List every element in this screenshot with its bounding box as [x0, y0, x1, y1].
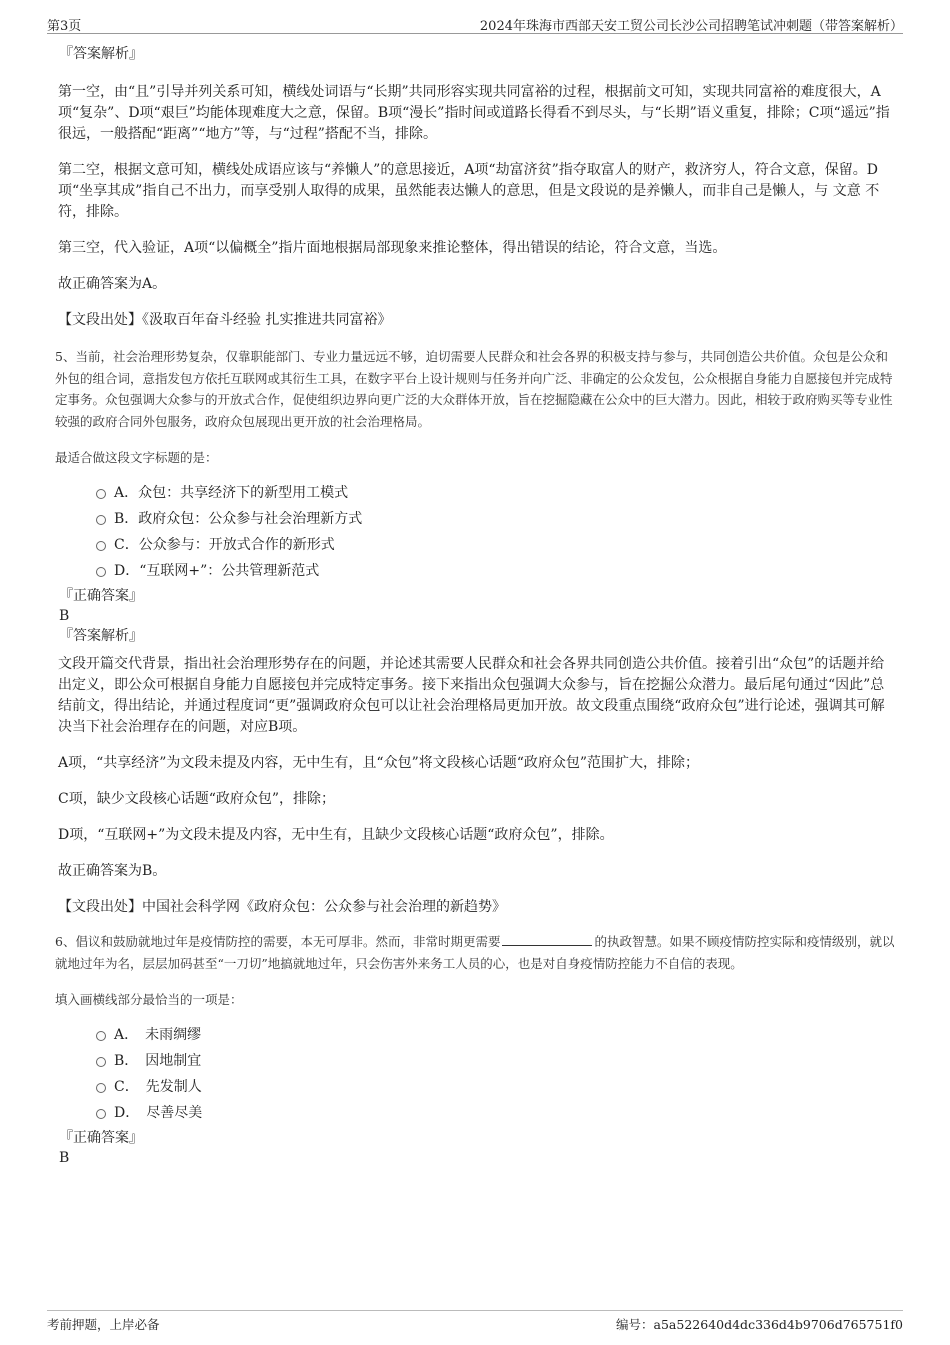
q4-source: 【文段出处】《汲取百年奋斗经验 扎实推进共同富裕》 [58, 312, 392, 328]
q6-option-c[interactable]: C． 先发制人 [55, 1076, 895, 1102]
analysis-label: 『答案解析』 [59, 628, 143, 644]
radio-icon[interactable] [96, 1109, 106, 1119]
radio-icon[interactable] [96, 1083, 106, 1093]
q5-analysis-p3: C项，缺少文段核心话题“政府众包”，排除； [58, 791, 336, 807]
q6-option-b[interactable]: B． 因地制宜 [55, 1050, 895, 1076]
q6-option-d[interactable]: D． 尽善尽美 [55, 1102, 895, 1128]
q6-options [55, 1024, 895, 1128]
page-footer [47, 1310, 903, 1332]
q6-prompt: 填入画横线部分最恰当的一项是： [55, 992, 243, 1007]
page-header [47, 13, 903, 34]
page-content [55, 44, 895, 1168]
q5-option-d[interactable]: D．“互联网+”：公共管理新范式 [55, 560, 895, 586]
radio-icon[interactable] [96, 541, 106, 551]
radio-icon[interactable] [96, 1031, 106, 1041]
q4-analysis-p2: 第二空，根据文意可知，横线处成语应该与“养懒人”的意思接近，A项“劫富济贫”指夺取富人的财产，救济穷人，符合文意，保留。D项“坐享其成”指自己不出力，而享受别人取得的成果，虽然能表达懒人的意思，但是文段说的是养懒人，而非自己是懒人，与 文意 不符，排除。 [58, 162, 880, 220]
q4-analysis-section [55, 44, 895, 330]
q5-option-b[interactable]: B．政府众包：公众参与社会治理新方式 [55, 508, 895, 534]
analysis-label: 『答案解析』 [59, 46, 143, 62]
q6-answer: B [59, 1150, 70, 1166]
question-5 [55, 346, 895, 917]
q4-analysis-p4: 故正确答案为A。 [58, 276, 167, 292]
radio-icon[interactable] [96, 567, 106, 577]
q6-text: 6、倡议和鼓励就地过年是疫情防控的需要，本无可厚非。然而，非常时期更需要 的执政智慧。如果不顾疫情防控实际和疫情级别，就以就地过年为名，层层加码甚至“一刀切”地搞就地过年，只会伤害外来务工人员的心，也是对自身疫情防控能力不自信的表现。 [55, 934, 895, 971]
q5-options [55, 482, 895, 586]
radio-icon[interactable] [96, 515, 106, 525]
q5-answer: B [59, 608, 70, 624]
q5-prompt: 最适合做这段文字标题的是： [55, 450, 218, 465]
q5-analysis-p1: 文段开篇交代背景，指出社会治理形势存在的问题，并论述其需要人民群众和社会各界共同创造公共价值。接着引出“众包”的话题并给出定义，即公众可根据自身能力自愿接包并完成特定事务。接下来指出众包强调大众参与，旨在挖掘公众潜力。最后尾句通过“因此”总结前文，得出结论，并通过程度词“更”强调政府众包可以让社会治理格局更加开放。故文段重点围绕“政府众包”进行论述，强调其可解决当下社会治理存在的问题，对应B项。 [58, 656, 885, 735]
page-number: 第3页 [47, 19, 82, 34]
question-6 [55, 931, 895, 1168]
q5-analysis-p2: A项，“共享经济”为文段未提及内容，无中生有，且“众包”将文段核心话题“政府众包”范围扩大，排除； [58, 755, 700, 771]
answer-label: 『正确答案』 [59, 588, 143, 604]
footer-slogan: 考前押题，上岸必备 [47, 1317, 160, 1332]
q4-analysis-p1: 第一空，由“且”引导并列关系可知，横线处词语与“长期”共同形容实现共同富裕的过程，根据前文可知，实现共同富裕的难度很大，A项“复杂”、D项“艰巨”均能体现难度大之意，保留。B项“漫长”指时间或道路长得看不到尽头，与“长期”语义重复，排除；C项“遥远”指很远，一般搭配“距离”“地方”等，与“过程”搭配不当，排除。 [58, 84, 890, 142]
q5-option-c[interactable]: C．公众参与：开放式合作的新形式 [55, 534, 895, 560]
q5-analysis-p5: 故正确答案为B。 [58, 863, 167, 879]
q4-analysis-p3: 第三空，代入验证，A项“以偏概全”指片面地根据局部现象来推论整体，得出错误的结论，符合文意，当选。 [58, 240, 727, 256]
q6-option-a[interactable]: A． 未雨绸缪 [55, 1024, 895, 1050]
q5-text: 5、当前，社会治理形势复杂，仅靠职能部门、专业力量远远不够，迫切需要人民群众和社会各界的积极支持与参与，共同创造公共价值。众包是公众和外包的组合词，意指发包方依托互联网或其衍生工具，在数字平台上设计规则与任务并向广泛、非确定的公众发包，公众根据自身能力自愿接包并完成特定事务。众包强调大众参与的开放式合作，促使组织边界向更广泛的大众群体开放，旨在挖掘隐藏在公众中的巨大潜力。因此，相较于政府购买等专业性较强的政府合同外包服务，政府众包展现出更开放的社会治理格局。 [55, 349, 893, 429]
q5-analysis-p4: D项，“互联网+”为文段未提及内容，无中生有，且缺少文段核心话题“政府众包”，排除。 [58, 827, 614, 843]
q5-option-a[interactable]: A．众包：共享经济下的新型用工模式 [55, 482, 895, 508]
answer-label: 『正确答案』 [59, 1130, 143, 1146]
document-title: 2024年珠海市西部天安工贸公司长沙公司招聘笔试冲刺题（带答案解析） [479, 19, 903, 34]
document-code: 编号：a5a522640d4dc336d4b9706d765751f0 [616, 1317, 903, 1332]
q5-source: 【文段出处】中国社会科学网《政府众包：公众参与社会治理的新趋势》 [58, 899, 506, 915]
fill-blank [502, 933, 592, 946]
radio-icon[interactable] [96, 489, 106, 499]
radio-icon[interactable] [96, 1057, 106, 1067]
